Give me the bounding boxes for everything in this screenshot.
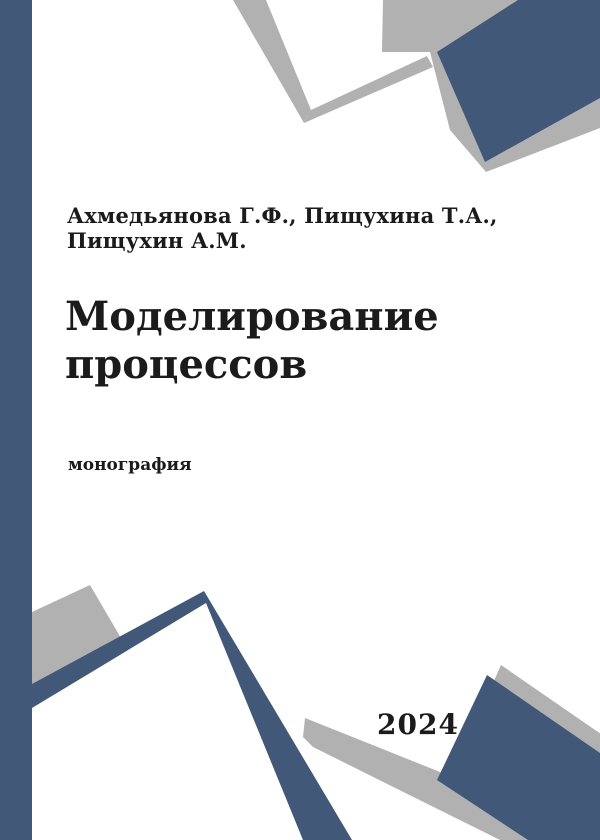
top-gray-check-left-arm (233, 0, 311, 123)
left-accent-bar (0, 0, 32, 840)
authors-line: Ахмедьянова Г.Ф., Пищухина Т.А., Пищухин А.М. (67, 203, 506, 253)
subtitle-monograph: монография (68, 455, 192, 475)
publication-year: 2024 (377, 708, 459, 741)
book-title: Моделирование процессов (65, 293, 453, 388)
top-gray-check-right-arm (304, 56, 433, 123)
